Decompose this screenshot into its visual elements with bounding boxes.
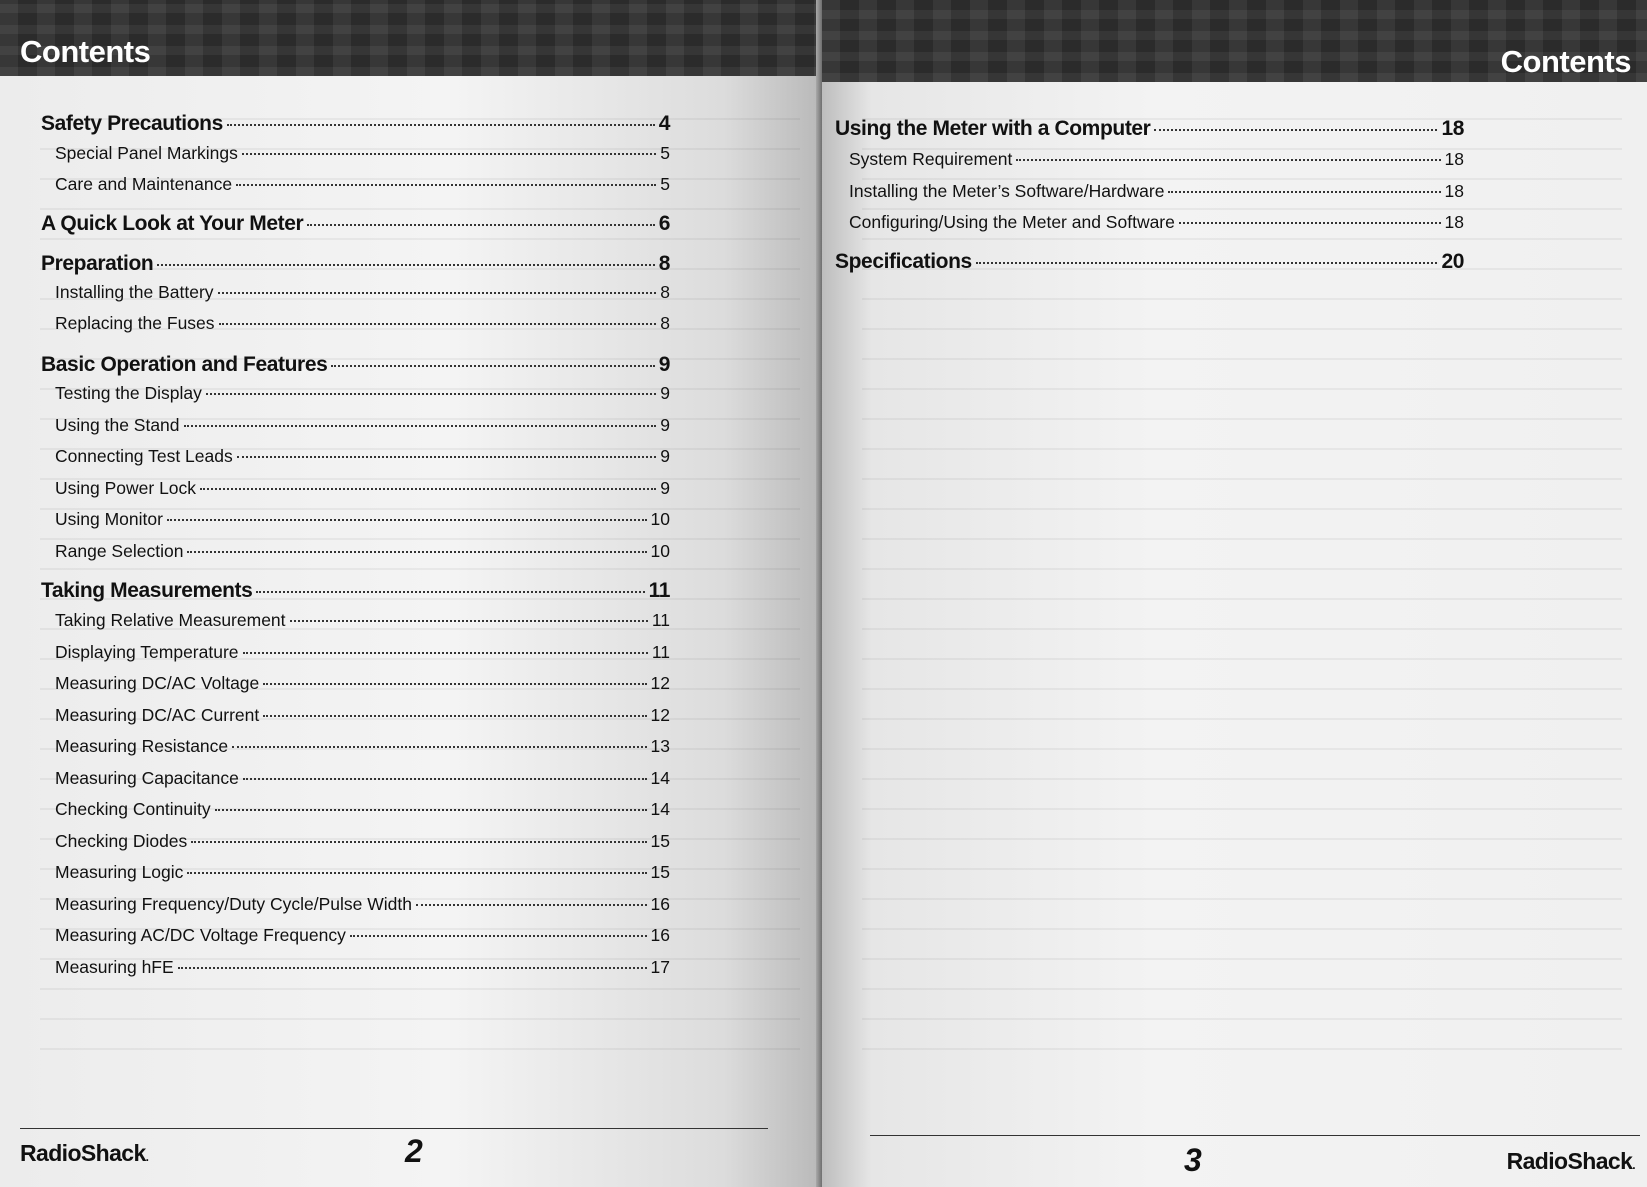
toc-entry-page: 4: [658, 112, 670, 135]
toc-entry: [55, 673, 670, 694]
toc-leader-dots: [263, 715, 646, 717]
toc-leader-dots: [184, 425, 657, 427]
toc-leader-dots: [187, 872, 646, 874]
toc-leader-dots: [232, 746, 646, 748]
toc-entry-page: 13: [650, 736, 670, 756]
toc-entry-page: 9: [658, 353, 670, 376]
toc-leader-dots: [243, 778, 647, 780]
toc-entry: [41, 252, 670, 276]
toc-entry-page: 5: [660, 174, 670, 194]
toc-entry-label: Taking Measurements: [41, 579, 253, 602]
toc-leader-dots: [1016, 159, 1440, 161]
toc-entry: [41, 212, 670, 236]
toc-entry-page: 16: [650, 925, 670, 945]
toc-entry-label: Measuring DC/AC Voltage: [55, 673, 260, 693]
toc-leader-dots: [215, 809, 647, 811]
toc-entry-page: 10: [650, 509, 670, 529]
toc-entry-label: Care and Maintenance: [55, 174, 233, 194]
toc-leader-dots: [191, 841, 646, 843]
toc-entry-page: 9: [660, 446, 670, 466]
toc-entry-label: System Requirement: [849, 149, 1013, 169]
left-page: [0, 0, 822, 1187]
toc-entry-page: 16: [650, 894, 670, 914]
left-header-title: Contents: [20, 34, 151, 69]
toc-entry: [55, 862, 670, 883]
toc-entry: [55, 509, 670, 530]
toc-entry-label: Using the Stand: [55, 415, 180, 435]
toc-leader-dots: [350, 935, 647, 937]
toc-entry: [55, 383, 670, 404]
toc-entry-page: 11: [648, 579, 670, 602]
toc-entry: [55, 736, 670, 757]
toc-entry: [55, 799, 670, 820]
toc-entry-page: 8: [658, 252, 670, 275]
toc-entry-page: 17: [650, 957, 670, 977]
toc-entry: [55, 282, 670, 303]
toc-entry: [55, 174, 670, 195]
toc-entry-label: Using the Meter with a Computer: [835, 117, 1151, 140]
toc-entry-label: Specifications: [835, 250, 972, 273]
toc-entry-page: 15: [650, 831, 670, 851]
toc-entry: [55, 143, 670, 164]
toc-entry-page: 6: [658, 212, 670, 235]
toc-entry-page: 10: [650, 541, 670, 561]
toc-entry-page: 14: [650, 799, 670, 819]
toc-entry-page: 9: [660, 478, 670, 498]
toc-leader-dots: [242, 153, 656, 155]
toc-entry: [55, 642, 670, 663]
left-brand-logo: [20, 1140, 148, 1167]
toc-leader-dots: [263, 683, 646, 685]
toc-leader-dots: [290, 620, 648, 622]
toc-leader-dots: [187, 551, 646, 553]
right-show-through: [862, 100, 1622, 1050]
toc-entry-label: Safety Precautions: [41, 112, 223, 135]
toc-entry: [55, 957, 670, 978]
right-footer-rule: [870, 1135, 1640, 1136]
toc-leader-dots: [200, 488, 656, 490]
toc-entry-label: Using Power Lock: [55, 478, 197, 498]
toc-entry-label: Measuring Logic: [55, 862, 184, 882]
toc-entry: [55, 541, 670, 562]
toc-entry-label: Basic Operation and Features: [41, 353, 328, 376]
left-page-number: 2: [405, 1133, 423, 1169]
toc-entry-page: 8: [660, 313, 670, 333]
toc-leader-dots: [218, 292, 657, 294]
toc-entry-label: Measuring Capacitance: [55, 768, 239, 788]
toc-leader-dots: [331, 365, 654, 367]
toc-entry-label: A Quick Look at Your Meter: [41, 212, 304, 235]
toc-entry-label: Configuring/Using the Meter and Software: [849, 212, 1175, 232]
toc-entry: [55, 313, 670, 334]
toc-entry-label: Replacing the Fuses: [55, 313, 215, 333]
right-page-number: 3: [1184, 1142, 1202, 1178]
toc-entry: [849, 212, 1464, 233]
toc-leader-dots: [243, 652, 648, 654]
toc-leader-dots: [227, 124, 655, 126]
toc-entry-page: 9: [660, 383, 670, 403]
toc-leader-dots: [1179, 222, 1441, 224]
toc-entry: [55, 925, 670, 946]
toc-entry: [55, 705, 670, 726]
toc-entry-label: Measuring AC/DC Voltage Frequency: [55, 925, 346, 945]
toc-leader-dots: [1168, 191, 1440, 193]
toc-entry: [835, 117, 1464, 141]
toc-entry-label: Testing the Display: [55, 383, 202, 403]
toc-entry-label: Preparation: [41, 252, 154, 275]
right-page: [822, 0, 1647, 1187]
toc-entry: [835, 250, 1464, 274]
toc-entry-label: Displaying Temperature: [55, 642, 239, 662]
right-brand-text: RadioShack: [1506, 1148, 1633, 1174]
toc-entry-label: Measuring hFE: [55, 957, 174, 977]
toc-entry-page: 18: [1444, 212, 1464, 232]
toc-leader-dots: [167, 519, 647, 521]
toc-entry-page: 18: [1441, 117, 1464, 140]
toc-entry-label: Taking Relative Measurement: [55, 610, 286, 630]
toc-leader-dots: [416, 904, 647, 906]
toc-entry: [41, 353, 670, 377]
toc-leader-dots: [1154, 129, 1437, 131]
toc-entry-label: Checking Continuity: [55, 799, 211, 819]
toc-entry-label: Connecting Test Leads: [55, 446, 233, 466]
toc-leader-dots: [237, 456, 657, 458]
toc-leader-dots: [206, 393, 656, 395]
toc-entry-page: 9: [660, 415, 670, 435]
toc-entry-page: 12: [650, 705, 670, 725]
toc-entry-label: Measuring Frequency/Duty Cycle/Pulse Width: [55, 894, 412, 914]
toc-entry-page: 5: [660, 143, 670, 163]
toc-entry-label: Installing the Battery: [55, 282, 214, 302]
toc-entry-page: 18: [1444, 181, 1464, 201]
left-brand-mark: .: [145, 1150, 149, 1164]
toc-entry: [55, 768, 670, 789]
right-brand-logo: [1507, 1148, 1635, 1175]
toc-entry: [849, 181, 1464, 202]
toc-entry-page: 18: [1444, 149, 1464, 169]
toc-entry-page: 8: [660, 282, 670, 302]
toc-entry: [55, 446, 670, 467]
toc-entry-label: Special Panel Markings: [55, 143, 238, 163]
toc-leader-dots: [236, 184, 656, 186]
toc-entry: [55, 478, 670, 499]
toc-entry-page: 15: [650, 862, 670, 882]
toc-entry-page: 11: [651, 642, 670, 662]
toc-entry-page: 12: [650, 673, 670, 693]
toc-leader-dots: [157, 264, 654, 266]
toc-leader-dots: [976, 262, 1438, 264]
toc-entry-label: Using Monitor: [55, 509, 163, 529]
toc-entry-label: Measuring DC/AC Current: [55, 705, 260, 725]
left-brand-text: RadioShack: [20, 1140, 146, 1166]
toc-leader-dots: [307, 224, 654, 226]
toc-entry: [55, 831, 670, 852]
toc-entry-label: Range Selection: [55, 541, 184, 561]
toc-entry: [55, 610, 670, 631]
toc-entry-page: 14: [650, 768, 670, 788]
right-brand-mark: .: [1632, 1158, 1635, 1172]
toc-entry: [849, 149, 1464, 170]
toc-entry: [41, 112, 670, 136]
toc-entry: [55, 415, 670, 436]
left-footer-rule: [20, 1128, 768, 1129]
toc-entry-label: Installing the Meter’s Software/Hardware: [849, 181, 1165, 201]
toc-entry-label: Checking Diodes: [55, 831, 188, 851]
toc-entry: [41, 579, 670, 603]
toc-leader-dots: [219, 323, 657, 325]
toc-entry-page: 20: [1441, 250, 1464, 273]
toc-leader-dots: [178, 967, 647, 969]
toc-leader-dots: [256, 591, 644, 593]
toc-entry-page: 11: [651, 610, 670, 630]
toc-entry: [55, 894, 670, 915]
toc-entry-label: Measuring Resistance: [55, 736, 229, 756]
right-header-title: Contents: [1500, 44, 1631, 79]
